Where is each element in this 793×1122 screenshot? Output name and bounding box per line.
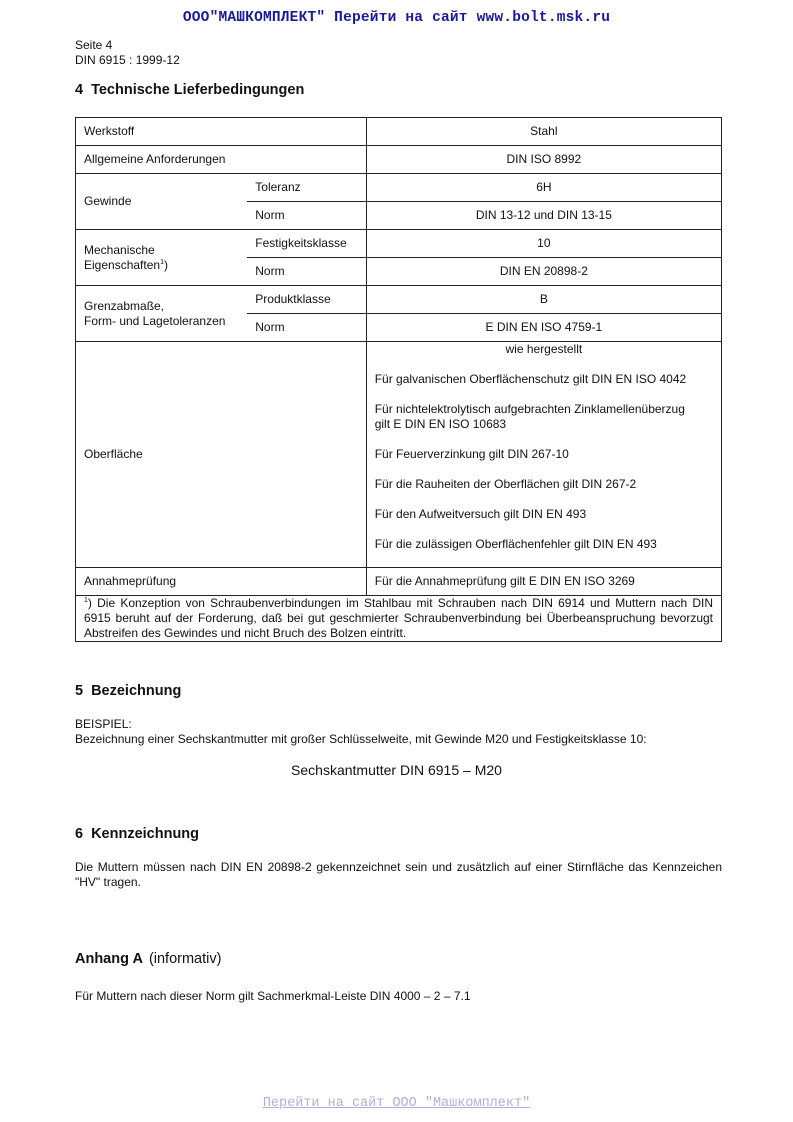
section-title: Kennzeichnung bbox=[91, 826, 200, 842]
row-label: Oberfläche bbox=[76, 342, 367, 568]
section-number: 5 bbox=[75, 683, 84, 699]
row-value: B bbox=[366, 286, 721, 314]
table-row bbox=[76, 596, 722, 642]
surface-item: Für den Aufweitversuch gilt DIN EN 493 bbox=[374, 507, 587, 521]
table-row bbox=[76, 286, 722, 314]
row-value: Stahl bbox=[366, 118, 721, 146]
row-label bbox=[76, 286, 248, 342]
surface-item: Für Feuerverzinkung gilt DIN 267-10 bbox=[374, 447, 569, 461]
bottom-site-link[interactable]: Перейти на сайт ООО "Машкомплект" bbox=[262, 1096, 531, 1111]
surface-item: Für galvanischen Oberflächenschutz gilt DIN EN ISO 4042 bbox=[374, 372, 687, 386]
table-row bbox=[76, 174, 722, 202]
row-sublabel: Toleranz bbox=[247, 174, 366, 202]
row-label: Werkstoff bbox=[76, 118, 367, 146]
annex-heading bbox=[75, 951, 221, 967]
delivery-conditions-table bbox=[75, 117, 722, 642]
surface-requirements bbox=[366, 342, 721, 568]
table-row bbox=[76, 146, 722, 174]
row-value: DIN ISO 8992 bbox=[366, 146, 721, 174]
section-number: 6 bbox=[75, 826, 84, 842]
row-value: DIN EN 20898-2 bbox=[366, 258, 721, 286]
row-label bbox=[76, 230, 248, 286]
row-label: Gewinde bbox=[76, 174, 248, 230]
annex-suffix: (informativ) bbox=[148, 951, 222, 967]
designation-example: Sechskantmutter DIN 6915 – M20 bbox=[291, 762, 502, 778]
page-number: Seite 4 bbox=[75, 38, 113, 52]
table-footnote bbox=[76, 596, 722, 642]
label-line: Mechanische bbox=[84, 242, 155, 257]
footnote-paren: ) bbox=[87, 596, 92, 610]
label-line: Form- und Lagetoleranzen bbox=[84, 313, 226, 328]
table-row bbox=[76, 342, 722, 568]
row-sublabel: Norm bbox=[247, 314, 366, 342]
section-number: 4 bbox=[75, 82, 84, 98]
example-text: Bezeichnung einer Sechskantmutter mit großer Schlüsselweite, mit Gewinde M20 und Festigkeitsklasse 10: bbox=[75, 732, 647, 746]
surface-item: Für die Rauheiten der Oberflächen gilt DIN 267-2 bbox=[374, 477, 637, 491]
section-5-heading bbox=[75, 683, 181, 699]
footnote-mark: 1 bbox=[160, 258, 164, 266]
row-label: Allgemeine Anforderungen bbox=[76, 146, 367, 174]
row-value: DIN 13-12 und DIN 13-15 bbox=[366, 202, 721, 230]
row-label: Annahmeprüfung bbox=[76, 568, 367, 596]
table-row bbox=[76, 118, 722, 146]
example-label: BEISPIEL: bbox=[75, 717, 132, 731]
row-sublabel: Norm bbox=[247, 202, 366, 230]
label-line bbox=[84, 258, 239, 273]
surface-item: gilt E DIN EN ISO 10683 bbox=[374, 417, 507, 431]
document-id: DIN 6915 : 1999-12 bbox=[75, 53, 180, 67]
footnote-text: Die Konzeption von Schraubenverbindungen im Stahlbau mit Schrauben nach DIN 6914 und Muttern nach DIN 6915 beruht auf der Forderung, daß bei gut geschmierter Schraubenverbindung bei Überbeanspruchung bevorzugt Abstreifen des Gewindes und nicht Bruch des Bolzen eintritt. bbox=[84, 596, 713, 640]
section-6-heading bbox=[75, 826, 199, 842]
row-value: E DIN EN ISO 4759-1 bbox=[366, 314, 721, 342]
section-4-heading bbox=[75, 82, 304, 98]
top-banner-link[interactable]: ООО"МАШКОМПЛЕКТ" Перейти на сайт www.bolt.msk.ru bbox=[182, 10, 611, 26]
surface-head: wie hergestellt bbox=[505, 342, 583, 356]
table-row bbox=[76, 230, 722, 258]
footnote-mark: 1 bbox=[84, 597, 88, 604]
table-row bbox=[76, 568, 722, 596]
row-sublabel: Festigkeitsklasse bbox=[247, 230, 366, 258]
section-title: Bezeichnung bbox=[91, 683, 182, 699]
row-value: 10 bbox=[366, 230, 721, 258]
row-sublabel: Produktklasse bbox=[247, 286, 366, 314]
marking-text: Die Muttern müssen nach DIN EN 20898-2 gekennzeichnet sein und zusätzlich auf einer Stirnfläche das Kennzeichen "HV" tragen. bbox=[75, 860, 722, 889]
annex-title: Anhang A bbox=[75, 951, 143, 967]
label-line: Grenzabmaße, bbox=[84, 298, 165, 313]
surface-item: Für die zulässigen Oberflächenfehler gilt DIN EN 493 bbox=[374, 537, 657, 551]
footnote-paren: ) bbox=[163, 257, 168, 272]
row-sublabel: Norm bbox=[247, 258, 366, 286]
surface-item: Für nichtelektrolytisch aufgebrachten Zinklamellenüberzug bbox=[374, 402, 685, 416]
annex-text: Für Muttern nach dieser Norm gilt Sachmerkmal-Leiste DIN 4000 – 2 – 7.1 bbox=[75, 989, 471, 1003]
row-value: 6H bbox=[366, 174, 721, 202]
label-text: Eigenschaften bbox=[84, 257, 161, 272]
section-title: Technische Lieferbedingungen bbox=[91, 82, 305, 98]
row-value: Für die Annahmeprüfung gilt E DIN EN ISO 3269 bbox=[366, 568, 721, 596]
